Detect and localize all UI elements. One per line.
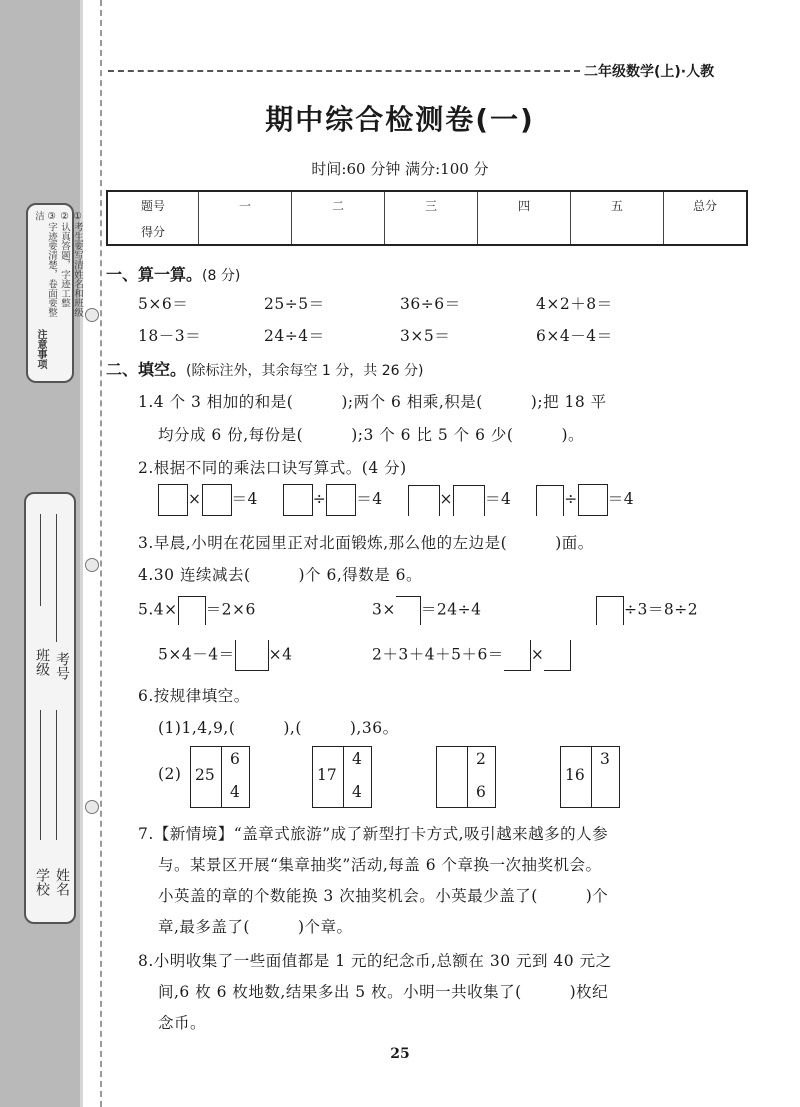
note-item: ②认真答题，字迹工整 (59, 211, 70, 308)
pattern-value: 16 (565, 766, 585, 784)
pattern-value: 4 (230, 783, 240, 801)
section2-title: 二、填空。 (106, 360, 187, 379)
punch-hole-icon (85, 800, 99, 814)
pattern-value: 25 (195, 766, 215, 784)
pattern-value: 17 (317, 766, 337, 784)
score-cell[interactable] (199, 218, 292, 245)
calc-item: 18－3＝ (138, 327, 202, 345)
punch-hole-icon (85, 558, 99, 572)
q5-row1 (138, 596, 256, 625)
pattern-value: 2 (476, 750, 486, 768)
calc-item: 24÷4＝ (264, 327, 325, 345)
q5-a-head: 5.4× (138, 600, 178, 619)
note-item: ①考生要写清姓名和班级 (72, 211, 83, 317)
q1-line: 1.4 个 3 相加的和是( );两个 6 相乘,积是( );把 18 平 (138, 393, 607, 411)
pattern-box (312, 746, 372, 808)
q7-line: 章,最多盖了( )个章。 (158, 918, 353, 936)
score-cell[interactable] (571, 218, 664, 245)
answer-box[interactable] (453, 485, 485, 516)
col-header: 五 (571, 191, 664, 218)
answer-box[interactable] (178, 596, 206, 625)
q6-2-label: (2) (158, 765, 182, 783)
student-info-box (24, 492, 76, 924)
q5-d (158, 640, 292, 671)
q7-line: 与。某景区开展“集章抽奖”活动,每盖 6 个章换一次抽奖机会。 (158, 856, 602, 874)
answer-box[interactable] (326, 484, 356, 516)
answer-box[interactable] (158, 484, 188, 516)
q5-b (372, 596, 481, 625)
pattern-value: 4 (352, 783, 362, 801)
pattern-box (190, 746, 250, 808)
col-header: 一 (199, 191, 292, 218)
answer-box[interactable] (578, 484, 608, 516)
row-label-question: 题号 (140, 198, 165, 213)
op: ÷ (312, 490, 327, 508)
op: ＝4 (485, 490, 512, 508)
score-cell[interactable] (292, 218, 385, 245)
score-cell[interactable] (478, 218, 571, 245)
col-header-total: 总分 (664, 191, 748, 218)
q2-text: 2.根据不同的乘法口诀写算式。(4 分) (138, 459, 407, 477)
pattern-value: 4 (352, 750, 362, 768)
school-underline (40, 710, 41, 840)
q8-line: 8.小明收集了一些面值都是 1 元的纪念币,总额在 30 元到 40 元之 (138, 952, 612, 970)
answer-box[interactable] (504, 640, 531, 671)
op: ＝4 (607, 490, 635, 508)
answer-box[interactable] (596, 596, 624, 625)
calc-item: 25÷5＝ (264, 295, 325, 313)
q5-b-head: 3× (372, 600, 396, 619)
op: × (439, 490, 453, 508)
pattern-divider (343, 747, 344, 807)
calc-item: 4×2＋8＝ (536, 295, 613, 313)
q1-line: 均分成 6 份,每份是( );3 个 6 比 5 个 6 少( )。 (158, 426, 584, 444)
page-number: 25 (390, 1046, 410, 1062)
exam-no-underline (56, 514, 57, 642)
section2-heading (106, 357, 423, 380)
q7-line: 7.【新情境】“盖章式旅游”成了新型打卡方式,吸引越来越多的人参 (138, 825, 609, 843)
exam-info: 时间:60 分钟 满分:100 分 (311, 160, 489, 178)
pattern-divider (591, 747, 592, 807)
q7-line: 小英盖的章的个数能换 3 次抽奖机会。小英最少盖了( )个 (158, 887, 609, 905)
section1-heading (106, 262, 240, 285)
answer-box[interactable] (544, 640, 571, 671)
calc-item: 6×4－4＝ (536, 327, 613, 345)
score-cell-total[interactable] (664, 218, 748, 245)
q5-c-tail: ÷3＝8÷2 (624, 600, 699, 619)
notes-box (26, 203, 83, 383)
calc-item: 36÷6＝ (400, 295, 461, 313)
class-label: 班级 (34, 648, 50, 676)
q5-e (372, 640, 571, 671)
name-label: 姓名 (54, 868, 70, 896)
notes-label: 注意事项 (35, 329, 46, 369)
name-underline (56, 710, 57, 840)
q2-equations (158, 484, 634, 516)
exam-no-label: 考号 (54, 652, 70, 680)
q8-line: 间,6 枚 6 枚地数,结果多出 5 枚。小明一共收集了( )枚纪 (158, 983, 609, 1001)
q4-text: 4.30 连续减去( )个 6,得数是 6。 (138, 566, 423, 584)
school-label: 学校 (34, 868, 50, 896)
col-header: 四 (478, 191, 571, 218)
row-label-score: 得分 (140, 224, 165, 239)
q8-line: 念币。 (158, 1014, 207, 1032)
answer-box[interactable] (408, 485, 440, 516)
punch-hole-icon (85, 308, 99, 322)
header-dashed-rule (108, 70, 580, 72)
section1-title: 一、算一算。 (106, 265, 203, 284)
pattern-divider (221, 747, 222, 807)
q5-d-tail: ×4 (268, 645, 293, 664)
score-cell[interactable] (385, 218, 478, 245)
pattern-value: 3 (600, 750, 610, 768)
answer-box[interactable] (396, 596, 421, 625)
pattern-box (560, 746, 620, 808)
q5-e-head: 2＋3＋4＋5＋6＝ (372, 645, 504, 664)
score-table (106, 190, 748, 246)
op: ＝4 (356, 490, 383, 508)
calc-item: 5×6＝ (138, 295, 189, 313)
answer-box[interactable] (536, 485, 564, 516)
section2-points: (除标注外，其余每空 1 分，共 26 分) (186, 363, 424, 379)
calc-item: 3×5＝ (400, 327, 451, 345)
col-header: 二 (292, 191, 385, 218)
q6-1-text: (1)1,4,9,( ),( ),36。 (158, 719, 399, 737)
q5-d-head: 5×4－4＝ (158, 645, 235, 664)
note-item: ③字迹要清楚，卷面要整洁 (33, 211, 57, 317)
op: × (188, 490, 202, 508)
pattern-value: 6 (476, 783, 486, 801)
q3-text: 3.早晨,小明在花园里正对北面锻炼,那么他的左边是( )面。 (138, 534, 594, 552)
q6-text: 6.按规律填空。 (138, 687, 250, 705)
page-title: 期中综合检测卷(一) (265, 103, 535, 136)
q5-e-op: × (530, 645, 545, 664)
series-label: 二年级数学(上)·人教 (584, 64, 715, 80)
section1-points: (8 分) (202, 268, 241, 284)
pattern-divider (467, 747, 468, 807)
answer-box[interactable] (202, 484, 232, 516)
class-underline (40, 514, 41, 606)
notes-list (32, 211, 84, 323)
op: ＝4 (231, 490, 258, 508)
op: ÷ (564, 490, 578, 508)
answer-box[interactable] (235, 640, 269, 671)
pattern-box (436, 746, 496, 808)
answer-box[interactable] (283, 484, 313, 516)
col-header: 三 (385, 191, 478, 218)
pattern-value: 6 (230, 750, 240, 768)
q5-a-tail: ＝2×6 (205, 600, 256, 619)
q5-c (596, 596, 698, 625)
q5-b-tail: ＝24÷4 (420, 600, 482, 619)
